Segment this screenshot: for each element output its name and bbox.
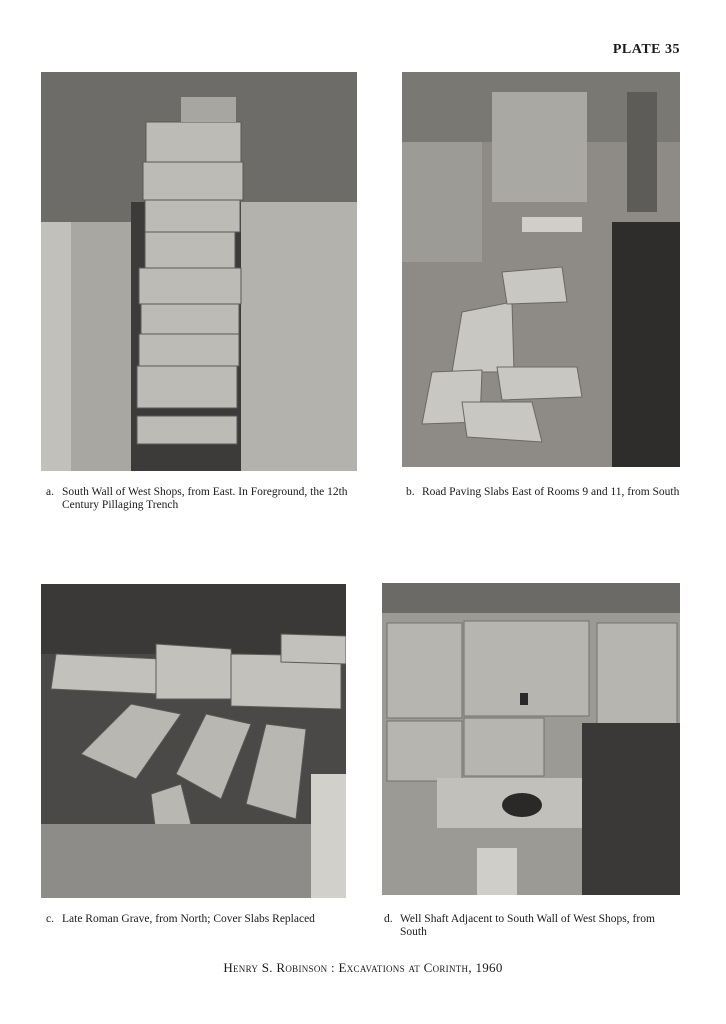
page-footer: Henry S. Robinson : Excavations at Corinth, 1960: [223, 960, 503, 975]
caption-letter: a.: [46, 486, 54, 498]
caption-letter: d.: [384, 913, 393, 925]
plate-label: PLATE 35: [612, 42, 680, 57]
caption-b: [406, 486, 682, 499]
photo-d: [382, 583, 680, 895]
caption-letter: c.: [46, 913, 54, 925]
photo-c: [41, 584, 346, 898]
caption-text: South Wall of West Shops, from East. In Foreground, the 12th Century Pillaging Trench: [62, 486, 348, 511]
caption-text: Well Shaft Adjacent to South Wall of West Shops, from South: [400, 913, 655, 938]
photo-b: [402, 72, 680, 467]
caption-text: Road Paving Slabs East of Rooms 9 and 11, from South: [422, 486, 680, 498]
caption-a: [46, 486, 362, 512]
caption-d: [384, 913, 684, 939]
caption-letter: b.: [406, 486, 415, 498]
photo-a: [41, 72, 357, 471]
caption-c: [46, 913, 356, 926]
caption-text: Late Roman Grave, from North; Cover Slabs Replaced: [62, 913, 315, 925]
